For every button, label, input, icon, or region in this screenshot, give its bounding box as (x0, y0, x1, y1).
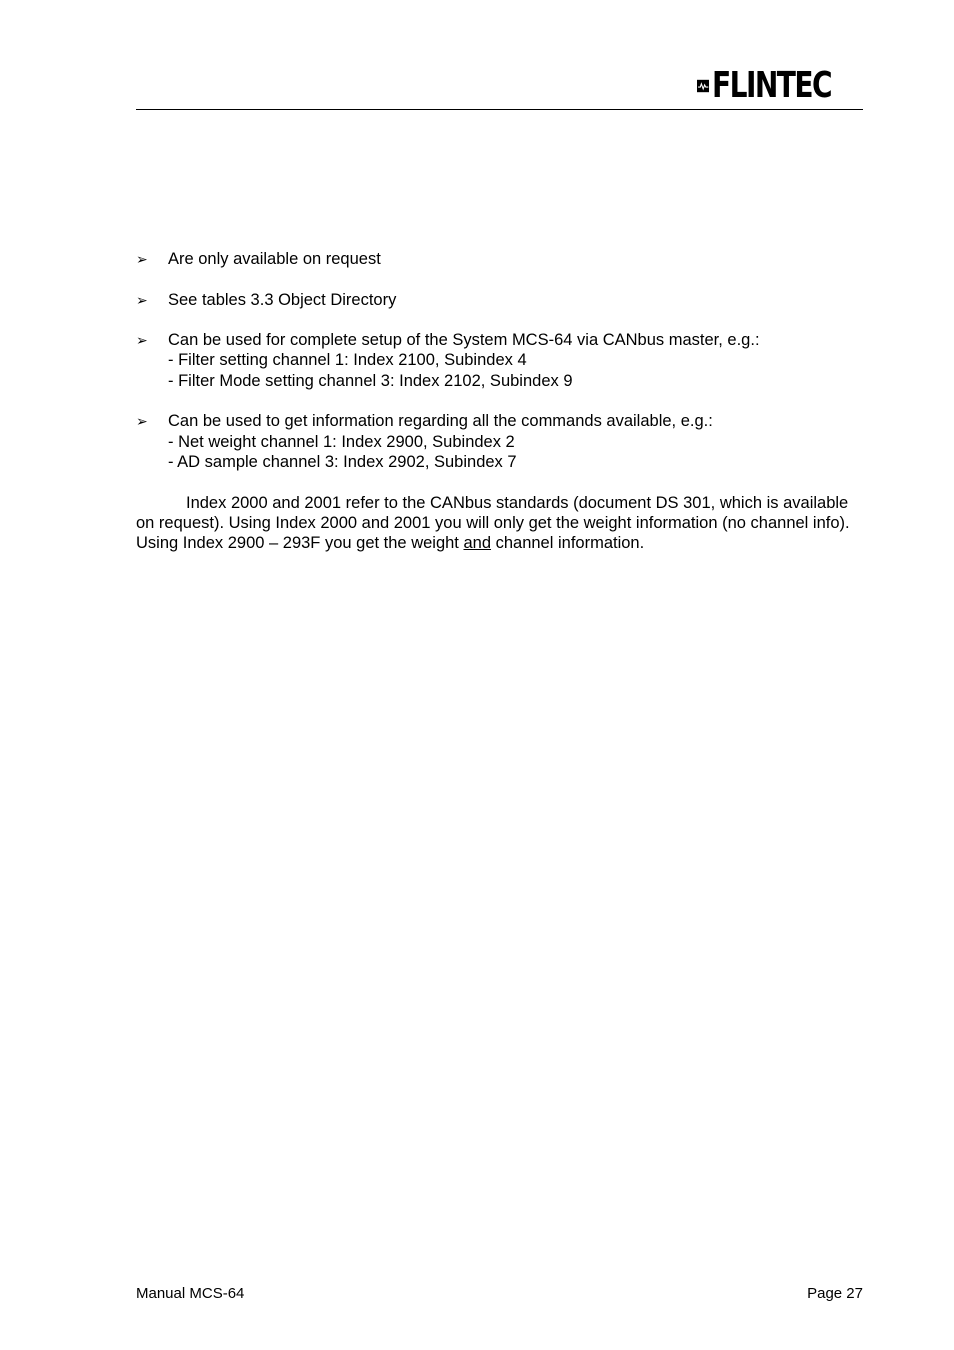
flintec-logo (697, 65, 865, 106)
bullet-item (136, 411, 866, 472)
page-footer (136, 1285, 863, 1303)
bullet-text: Can be used for complete setup of the System MCS-64 via CANbus master, e.g.: (168, 331, 760, 350)
bullet-subline: - Net weight channel 1: Index 2900, Subindex 2 (168, 432, 515, 451)
paragraph-text-end: channel information. (491, 534, 645, 553)
bullet-item (136, 290, 866, 310)
page-content (136, 249, 866, 570)
bullet-text: Are only available on request (168, 250, 381, 268)
bullet-text: See tables 3.3 Object Directory (168, 290, 397, 309)
paragraph-text: Index 2000 and 2001 refer to the CANbus standards (document DS 301, which is available on request). Using Index 2000 and 2001 you will only get the weight information (no channel info). Using Index 2900 – 293F you get the weight (136, 493, 850, 553)
bullet-item (136, 249, 866, 269)
flintec-logo-icon (697, 69, 709, 103)
arrow-bullet-icon: ➢ (136, 291, 148, 308)
bullet-item (136, 330, 866, 391)
footer-page-number: Page 27 (807, 1285, 863, 1302)
bullet-subline: - Filter Mode setting channel 3: Index 2102, Subindex 9 (168, 371, 573, 390)
bullet-subline: - Filter setting channel 1: Index 2100, Subindex 4 (168, 351, 527, 370)
header-divider (136, 109, 863, 110)
arrow-bullet-icon: ➢ (136, 332, 148, 349)
index-paragraph (136, 493, 866, 554)
bullet-subline: - AD sample channel 3: Index 2902, Subindex 7 (168, 452, 517, 471)
bullet-text: Can be used to get information regarding all the commands available, e.g.: (168, 412, 713, 431)
paragraph-underlined-word: and (463, 534, 492, 553)
footer-manual-title: Manual MCS-64 (136, 1285, 245, 1302)
arrow-bullet-icon: ➢ (136, 251, 148, 267)
logo-wordmark: FLINTEC (712, 65, 832, 106)
arrow-bullet-icon: ➢ (136, 413, 148, 430)
